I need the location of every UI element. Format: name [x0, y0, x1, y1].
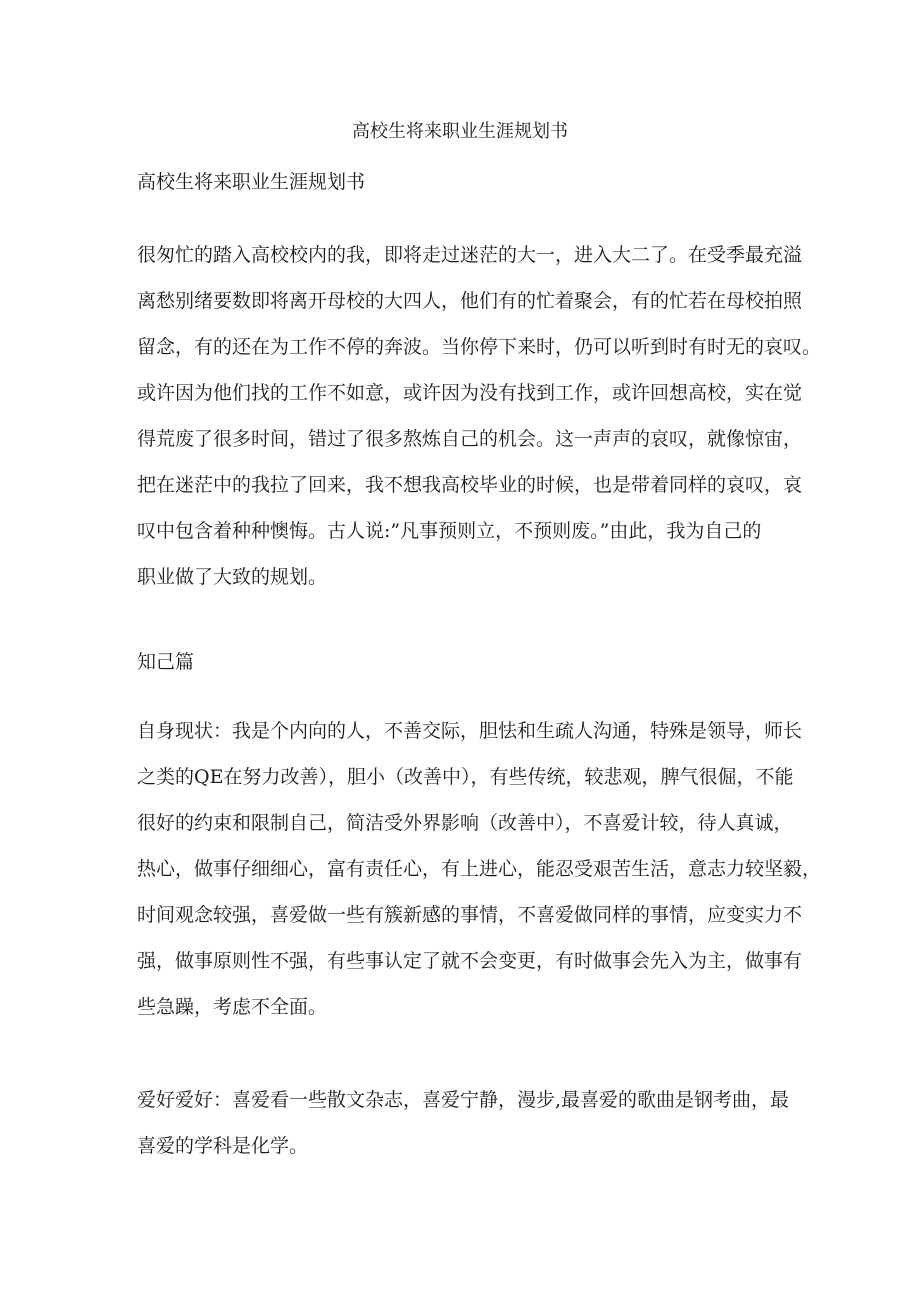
document-subtitle: 高校生将来职业生涯规划书 [137, 171, 366, 193]
text-line: 很好的约束和限制自己，简洁受外界影响（改善中），不喜爱计较，待人真诚， [137, 812, 793, 834]
text-line: 叹中包含着种种懊悔。古人说:”凡事预则立，不预则废。”由此，我为自己的 [137, 520, 762, 542]
text-line: 强，做事原则性不强，有些事认定了就不会变更，有时做事会先入为主，做事有 [137, 950, 803, 972]
text-line: 或许因为他们找的工作不如意，或许因为没有找到工作，或许回想高校，实在觉 [137, 382, 803, 404]
text-line: 自身现状：我是个内向的人，不善交际，胆怯和生疏人沟通，特殊是领导，师长 [137, 720, 803, 742]
text-line: 喜爱的学科是化学。 [137, 1135, 309, 1157]
text-line: 离愁别绪要数即将离开母校的大四人，他们有的忙着聚会，有的忙若在母校拍照 [137, 290, 803, 312]
hobbies-paragraph [137, 1077, 797, 1169]
section-heading: 知己篇 [137, 651, 195, 673]
text-line: 些急躁，考虑不全面。 [137, 996, 328, 1018]
text-line: 爱好爱好：喜爱看一些散文杂志，喜爱宁静，漫步,最喜爱的歌曲是钢考曲，最 [137, 1089, 790, 1111]
text-line: 热心，做事仔细细心，富有责任心，有上进心，能忍受艰苦生活，意志力较坚毅， [137, 858, 822, 880]
intro-paragraph [137, 232, 822, 600]
text-line: 之类的QE在努力改善），胆小（改善中），有些传统，较悲观，脾气很倔，不能 [137, 766, 794, 788]
text-line: 很匆忙的踏入高校校内的我，即将走过迷茫的大一，进入大二了。在受季最充溢 [137, 244, 803, 266]
text-line: 把在迷茫中的我拉了回来，我不想我高校毕业的时候，也是带着同样的哀叹，哀 [137, 474, 803, 496]
text-line: 留念，有的还在为工作不停的奔波。当你停下来时，仍可以听到时有时无的哀叹。 [137, 336, 822, 358]
self-status-paragraph [137, 708, 822, 1030]
document-title: 高校生将来职业生涯规划书 [352, 121, 568, 142]
text-line: 职业做了大致的规划。 [137, 566, 328, 588]
text-line: 时间观念较强，喜爱做一些有簇新感的事情，不喜爱做同样的事情，应变实力不 [137, 904, 803, 926]
text-line: 得荒废了很多时间，错过了很多熬炼自己的机会。这一声声的哀叹，就像惊宙， [137, 428, 803, 450]
